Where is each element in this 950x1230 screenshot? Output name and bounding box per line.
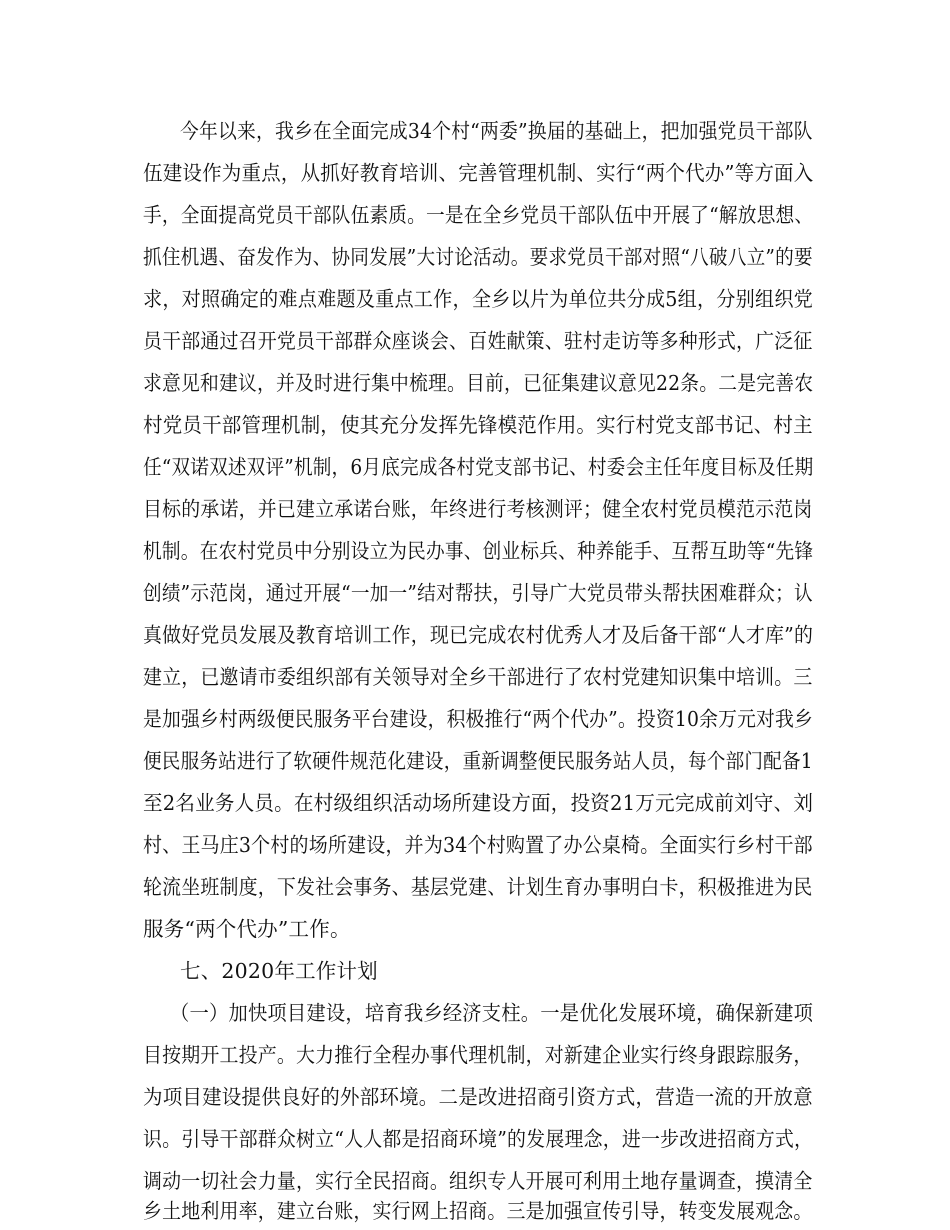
text-line: 机制。在农村党员中分别设立为民办事、创业标兵、种养能手、互帮互助等“先锋 <box>143 539 814 563</box>
text-line: 员干部通过召开党员干部群众座谈会、百姓献策、驻村走访等多种形式，广泛征 <box>143 329 813 353</box>
text-line: 乡土地利用率，建立台账，实行网上招商。三是加强宣传引导，转变发展观念。 <box>143 1199 813 1223</box>
text-line: 求，对照确定的难点难题及重点工作，全乡以片为单位共分成5组，分别组织党 <box>143 287 814 311</box>
text-line: 便民服务站进行了软硬件规范化建设，重新调整便民服务站人员，每个部门配备1 <box>143 749 813 773</box>
text-line: 服务“两个代办”工作。 <box>143 917 351 941</box>
text-line: 至2名业务人员。在村级组织活动场所建设方面，投资21万元完成前刘守、刘 <box>143 791 814 815</box>
text-line: 识。引导干部群众树立“人人都是招商环境”的发展理念，进一步改进招商方式， <box>143 1127 814 1151</box>
text-line: 目按期开工投产。大力推行全程办事代理机制，对新建企业实行终身跟踪服务， <box>143 1043 813 1067</box>
section-heading: 七、2020年工作计划 <box>180 959 378 983</box>
text-line: 手，全面提高党员干部队伍素质。一是在全乡党员干部队伍中开展了“解放思想、 <box>143 203 814 227</box>
text-line: 伍建设作为重点，从抓好教育培训、完善管理机制、实行“两个代办”等方面入 <box>143 161 814 185</box>
text-line: 今年以来，我乡在全面完成34个村“两委”换届的基础上，把加强党员干部队 <box>180 119 813 143</box>
text-line: 轮流坐班制度，下发社会事务、基层党建、计划生育办事明白卡，积极推进为民 <box>143 875 813 899</box>
text-line: 任“双诺双述双评”机制，6月底完成各村党支部书记、村委会主任年度目标及任期 <box>143 455 814 479</box>
text-line: 建立，已邀请市委组织部有关领导对全乡干部进行了农村党建知识集中培训。三 <box>143 665 813 689</box>
text-line: 调动一切社会力量，实行全民招商。组织专人开展可利用土地存量调查，摸清全 <box>143 1169 813 1193</box>
text-line: 真做好党员发展及教育培训工作，现已完成农村优秀人才及后备干部“人才库”的 <box>143 623 814 647</box>
text-line: 目标的承诺，并已建立承诺台账，年终进行考核测评；健全农村党员模范示范岗 <box>143 497 813 521</box>
text-line: 村、王马庄3个村的场所建设，并为34个村购置了办公桌椅。全面实行乡村干部 <box>143 833 813 857</box>
text-line: 抓住机遇、奋发作为、协同发展”大讨论活动。要求党员干部对照“八破八立”的要 <box>143 245 813 269</box>
text-line: 为项目建设提供良好的外部环境。二是改进招商引资方式，营造一流的开放意 <box>143 1085 813 1109</box>
text-line: 村党员干部管理机制，使其充分发挥先锋模范作用。实行村党支部书记、村主 <box>143 413 813 437</box>
text-line: 是加强乡村两级便民服务平台建设，积极推行“两个代办”。投资10余万元对我乡 <box>143 707 813 731</box>
text-line: 求意见和建议，并及时进行集中梳理。目前，已征集建议意见22条。二是完善农 <box>143 371 814 395</box>
text-line: （一）加快项目建设，培育我乡经济支柱。一是优化发展环境，确保新建项 <box>170 1001 814 1025</box>
text-line: 创绩”示范岗，通过开展“一加一”结对帮扶，引导广大党员带头帮扶困难群众；认 <box>143 581 813 605</box>
